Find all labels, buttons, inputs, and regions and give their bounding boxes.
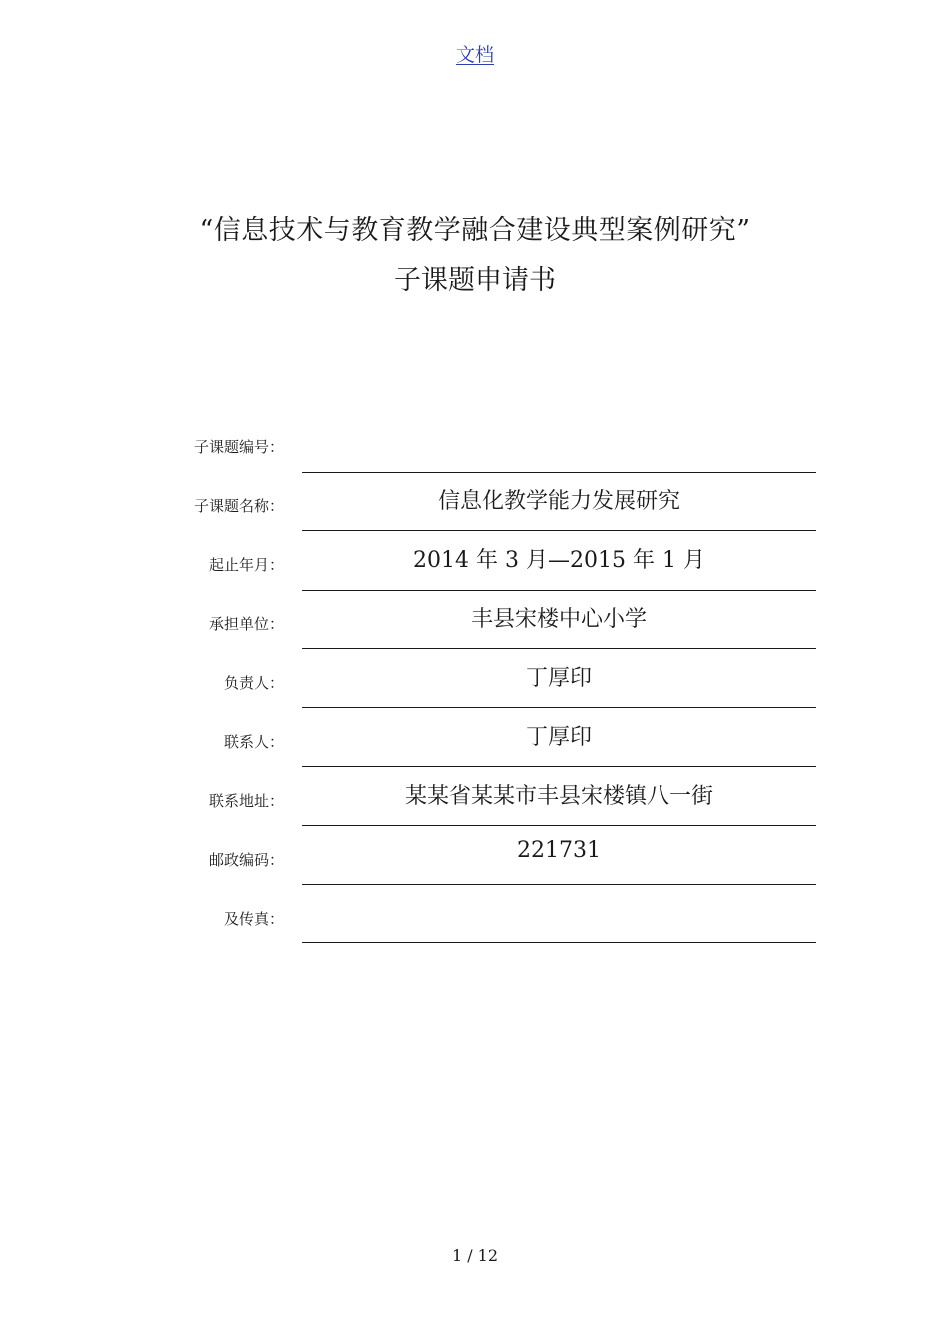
- form-label: 承担单位：: [208, 615, 284, 633]
- form-label: 起止年月：: [208, 556, 284, 574]
- form-label: 联系地址：: [208, 792, 284, 810]
- header-document-link[interactable]: 文档: [455, 44, 494, 66]
- document-title: “信息技术与教育教学融合建设典型案例研究”: [199, 215, 751, 246]
- form-underline: [302, 648, 816, 649]
- form-row-postal-code: [0, 838, 950, 909]
- form-value: 丰县宋楼中心小学: [470, 607, 647, 632]
- form-value: 某某省某某市丰县宋楼镇八一街: [404, 784, 713, 809]
- form-label: 联系人：: [223, 733, 284, 751]
- form-label: 负责人：: [223, 674, 284, 692]
- document-subtitle: 子课题申请书: [394, 265, 556, 296]
- form-label: 邮政编码：: [208, 851, 284, 869]
- form-value: 丁厚印: [525, 666, 592, 691]
- page-number: 1 / 12: [451, 1246, 499, 1265]
- form-value: 信息化教学能力发展研究: [437, 489, 680, 514]
- form-label: 子课题编号：: [193, 438, 284, 456]
- form-label: 子课题名称：: [193, 497, 284, 515]
- form-value: 221731: [517, 838, 601, 863]
- form-underline: [302, 707, 816, 708]
- form-underline: [302, 530, 816, 531]
- form-underline: [302, 825, 816, 826]
- form-row-fax: [0, 908, 950, 968]
- form-underline: [302, 942, 816, 943]
- form-value: 2014 年 3 月—2015 年 1 月: [413, 548, 705, 573]
- form-underline: [302, 472, 816, 473]
- form-underline: [302, 590, 816, 591]
- form-underline: [302, 884, 816, 885]
- form-label: 及传真：: [223, 910, 284, 928]
- form-underline: [302, 766, 816, 767]
- form-value: 丁厚印: [525, 725, 592, 750]
